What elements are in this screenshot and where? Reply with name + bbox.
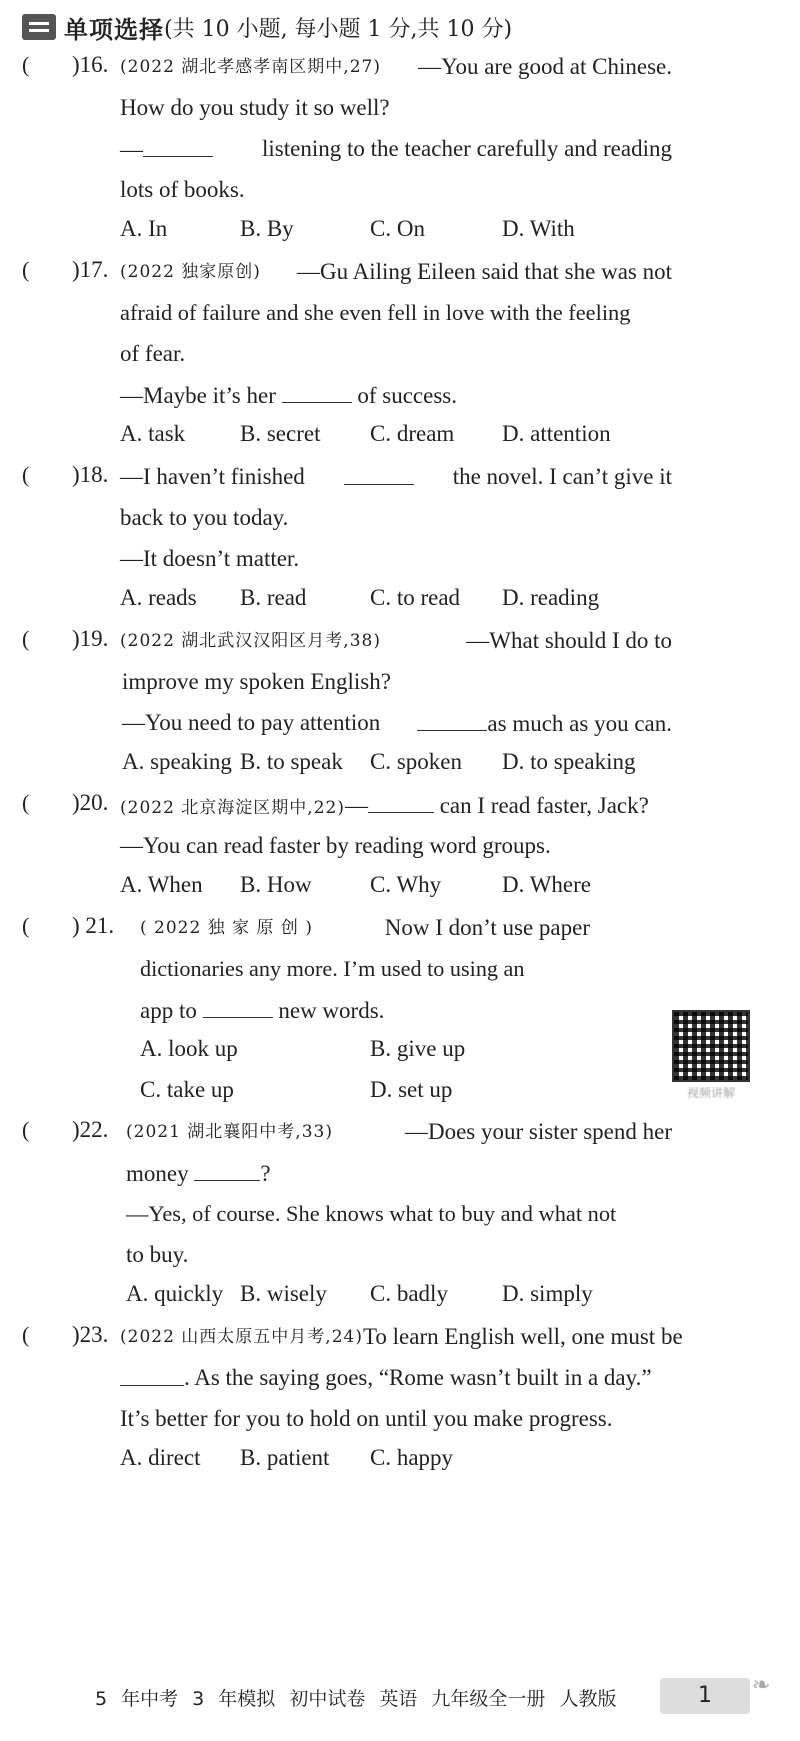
- question-line: . As the saying goes, “Rome wasn’t built in a day.”: [184, 1365, 652, 1390]
- question-line: of fear.: [120, 341, 186, 366]
- section-header: [22, 10, 512, 44]
- page-number: 1: [660, 1678, 750, 1714]
- answer-blank: [344, 462, 414, 485]
- question-source: (2022 独家原创): [120, 262, 261, 282]
- option-a: A. In: [120, 216, 168, 241]
- option-a: A. look up: [140, 1036, 238, 1061]
- answer-blank: [368, 790, 434, 813]
- option-b: B. give up: [370, 1036, 466, 1061]
- question-source: (2022 山西太原五中月考,24): [120, 1327, 363, 1347]
- section-subtitle: (共 10 小题, 每小题 1 分,共 10 分): [164, 16, 513, 42]
- option-b: B. wisely: [240, 1281, 327, 1306]
- qr-code-video[interactable]: [672, 1010, 750, 1100]
- option-a: A. quickly: [126, 1281, 224, 1306]
- option-c: C. On: [370, 216, 425, 241]
- answer-paren: (: [22, 626, 30, 651]
- option-d: D. Where: [502, 872, 591, 897]
- option-c: C. spoken: [370, 749, 462, 774]
- option-c: C. badly: [370, 1281, 448, 1306]
- section-number-icon: [22, 14, 56, 40]
- question-line: —I haven’t finished: [120, 464, 305, 489]
- question-line: the novel. I can’t give it: [452, 464, 672, 489]
- option-c: C. Why: [370, 872, 442, 897]
- option-d: D. to speaking: [502, 749, 636, 774]
- question-line: dictionaries any more. I’m used to using an: [140, 956, 525, 981]
- question-line: as much as you can.: [487, 711, 672, 736]
- question-line: —You need to pay attention: [122, 710, 381, 735]
- option-d: D. set up: [370, 1077, 453, 1102]
- question-line: —: [120, 137, 143, 162]
- question-line: listening to the teacher carefully and reading: [262, 136, 672, 161]
- question-line: app to: [140, 998, 197, 1023]
- answer-blank: [203, 995, 273, 1018]
- question-source: (2022 北京海淀区期中,22): [120, 798, 345, 818]
- option-d: D. With: [502, 216, 575, 241]
- question-line: How do you study it so well?: [120, 95, 390, 120]
- option-c: C. take up: [140, 1077, 234, 1102]
- option-b: B. secret: [240, 421, 321, 446]
- option-d: D. reading: [502, 585, 600, 610]
- question-line: back to you today.: [120, 505, 289, 530]
- option-c: C. happy: [370, 1445, 454, 1470]
- qr-code-icon: [672, 1010, 750, 1082]
- question-line: ?: [260, 1161, 271, 1186]
- question-source: (2022 湖北武汉汉阳区月考,38): [120, 631, 381, 651]
- answer-paren: (: [22, 462, 30, 487]
- option-c: C. dream: [370, 421, 455, 446]
- question-source: (2021 湖北襄阳中考,33): [126, 1122, 333, 1142]
- question-line: —You are good at Chinese.: [418, 54, 672, 79]
- question-line: can I read faster, Jack?: [439, 793, 649, 818]
- option-a: A. reads: [120, 585, 197, 610]
- question-line: —Gu Ailing Eileen said that she was not: [297, 259, 672, 284]
- answer-blank: [143, 134, 213, 157]
- question-number: )17.: [72, 257, 109, 282]
- question-line: money: [126, 1161, 189, 1186]
- question-number: ) 21.: [72, 913, 115, 938]
- option-d: D. attention: [502, 421, 611, 446]
- answer-blank: [417, 708, 487, 731]
- question-number: )22.: [72, 1117, 109, 1142]
- answer-paren: (: [22, 1117, 30, 1142]
- question-line: —: [344, 793, 368, 818]
- option-d: D. simply: [502, 1281, 593, 1306]
- answer-blank: [194, 1158, 260, 1181]
- question-line: of success.: [357, 383, 457, 408]
- question-line: To learn English well, one must be: [362, 1324, 683, 1349]
- answer-paren: (: [22, 913, 30, 938]
- answer-paren: (: [22, 1322, 30, 1347]
- option-c: C. to read: [370, 585, 461, 610]
- question-source: ( 2022 独 家 原 创 ): [140, 918, 313, 938]
- question-number: )16.: [72, 52, 109, 77]
- question-line: new words.: [278, 998, 385, 1023]
- question-number: )19.: [72, 626, 109, 651]
- question-line: —Yes, of course. She knows what to buy and what not: [126, 1201, 617, 1226]
- question-line: to buy.: [126, 1242, 189, 1267]
- answer-paren: (: [22, 52, 30, 77]
- question-source: (2022 湖北孝感孝南区期中,27): [120, 57, 381, 77]
- answer-blank: [282, 380, 352, 403]
- option-b: B. to speak: [240, 749, 343, 774]
- question-line: Now I don’t use paper: [384, 915, 590, 940]
- question-line: lots of books.: [120, 177, 245, 202]
- option-a: A. direct: [120, 1445, 201, 1470]
- question-line: —You can read faster by reading word groups.: [120, 833, 551, 858]
- answer-paren: (: [22, 257, 30, 282]
- question-line: —Maybe it’s her: [120, 383, 276, 408]
- option-b: B. How: [240, 872, 312, 897]
- option-a: A. speaking: [122, 749, 232, 774]
- leaf-icon: ❧: [752, 1672, 771, 1697]
- option-b: B. read: [240, 585, 307, 610]
- question-line: improve my spoken English?: [122, 669, 391, 694]
- question-line: afraid of failure and she even fell in love with the feeling: [120, 300, 631, 325]
- question-line: It’s better for you to hold on until you make progress.: [120, 1406, 613, 1431]
- question-number: )18.: [72, 462, 109, 487]
- page-footer: [0, 1670, 800, 1720]
- question-number: )23.: [72, 1322, 109, 1347]
- option-a: A. When: [120, 872, 203, 897]
- qr-caption: 视频讲解: [686, 1086, 735, 1100]
- question-line: —What should I do to: [466, 628, 672, 653]
- question-line: —Does your sister spend her: [404, 1119, 672, 1144]
- footer-text: 5 年中考 3 年模拟 初中试卷 英语 九年级全一册 人教版: [95, 1688, 617, 1710]
- option-b: B. By: [240, 216, 294, 241]
- option-a: A. task: [120, 421, 186, 446]
- section-title: 单项选择: [64, 15, 164, 44]
- option-b: B. patient: [240, 1445, 330, 1470]
- question-number: )20.: [72, 790, 109, 815]
- answer-blank: [120, 1363, 184, 1386]
- answer-paren: (: [22, 790, 30, 815]
- question-line: —It doesn’t matter.: [120, 546, 300, 571]
